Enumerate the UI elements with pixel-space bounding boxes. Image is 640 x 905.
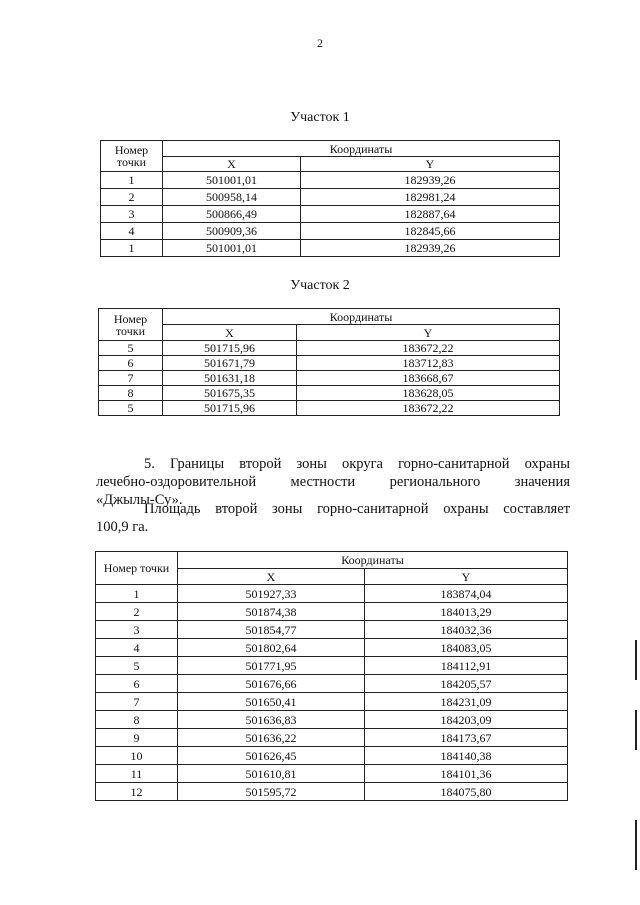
y-value: 184013,29 — [365, 603, 568, 621]
table-row — [96, 765, 568, 783]
page-number: 2 — [317, 36, 323, 50]
x-value: 501636,83 — [178, 711, 365, 729]
x-value: 500866,49 — [163, 206, 301, 223]
header-y: Y — [301, 157, 560, 172]
table-row — [96, 747, 568, 765]
y-value: 182887,64 — [301, 206, 560, 223]
header-y: Y — [365, 569, 568, 585]
y-value: 184205,57 — [365, 675, 568, 693]
point-number: 6 — [99, 356, 163, 371]
y-value: 184203,09 — [365, 711, 568, 729]
area-paragraph — [96, 500, 570, 536]
scan-artifact — [635, 820, 637, 870]
x-value: 501626,45 — [178, 747, 365, 765]
table-row — [96, 657, 568, 675]
x-value: 500958,14 — [163, 189, 301, 206]
x-value: 501001,01 — [163, 240, 301, 257]
table-row — [96, 603, 568, 621]
coordinates-table-1 — [100, 140, 560, 257]
area-line-1: Площадь второй зоны горно-санитарной охраны составляет — [144, 501, 570, 517]
x-value: 501631,18 — [163, 371, 297, 386]
y-value: 184075,80 — [365, 783, 568, 801]
x-value: 501715,96 — [163, 341, 297, 356]
y-value: 184140,38 — [365, 747, 568, 765]
point-number: 6 — [96, 675, 178, 693]
table-row — [96, 585, 568, 603]
header-y: Y — [297, 325, 560, 341]
y-value: 182845,66 — [301, 223, 560, 240]
x-value: 501802,64 — [178, 639, 365, 657]
y-value: 184032,36 — [365, 621, 568, 639]
table-row — [99, 341, 560, 356]
y-value: 184112,91 — [365, 657, 568, 675]
table-row — [96, 783, 568, 801]
x-value: 501771,95 — [178, 657, 365, 675]
y-value: 184231,09 — [365, 693, 568, 711]
y-value: 182981,24 — [301, 189, 560, 206]
point-number: 4 — [96, 639, 178, 657]
table-row — [101, 206, 560, 223]
point-number: 5 — [96, 657, 178, 675]
x-value: 501671,79 — [163, 356, 297, 371]
header-point: Номер точки — [101, 141, 163, 172]
table-row — [101, 223, 560, 240]
scan-artifact — [635, 640, 637, 680]
table-row — [96, 621, 568, 639]
point-number: 12 — [96, 783, 178, 801]
point-number: 5 — [99, 341, 163, 356]
point-number: 3 — [96, 621, 178, 639]
coordinates-table-2 — [98, 308, 560, 416]
y-value: 184083,05 — [365, 639, 568, 657]
table-row — [99, 401, 560, 416]
table-row — [99, 356, 560, 371]
header-point: Номер точки — [96, 552, 178, 585]
y-value: 182939,26 — [301, 240, 560, 257]
x-value: 501595,72 — [178, 783, 365, 801]
table-row — [96, 675, 568, 693]
x-value: 501854,77 — [178, 621, 365, 639]
paragraph-5-line-1: 5. Границы второй зоны округа горно-санитарной охраны — [144, 456, 570, 472]
y-value: 182939,26 — [301, 172, 560, 189]
y-value: 183672,22 — [297, 341, 560, 356]
x-value: 501874,38 — [178, 603, 365, 621]
area-line-2: 100,9 га. — [96, 519, 149, 535]
section-2-title: Участок 2 — [290, 278, 350, 293]
point-number: 11 — [96, 765, 178, 783]
table-row — [96, 693, 568, 711]
x-value: 501610,81 — [178, 765, 365, 783]
header-point: Номер точки — [99, 309, 163, 341]
scan-artifact — [635, 710, 637, 750]
header-x: X — [163, 157, 301, 172]
point-number: 2 — [101, 189, 163, 206]
table-row — [96, 711, 568, 729]
y-value: 183712,83 — [297, 356, 560, 371]
y-value: 184173,67 — [365, 729, 568, 747]
point-number: 4 — [101, 223, 163, 240]
header-x: X — [163, 325, 297, 341]
table-row — [101, 189, 560, 206]
section-1-title: Участок 1 — [290, 110, 350, 125]
point-number: 3 — [101, 206, 163, 223]
x-value: 500909,36 — [163, 223, 301, 240]
point-number: 5 — [99, 401, 163, 416]
y-value: 183874,04 — [365, 585, 568, 603]
table-row — [96, 639, 568, 657]
y-value: 183672,22 — [297, 401, 560, 416]
header-coordinates: Координаты — [163, 309, 560, 325]
point-number: 1 — [96, 585, 178, 603]
x-value: 501715,96 — [163, 401, 297, 416]
y-value: 184101,36 — [365, 765, 568, 783]
point-number: 1 — [101, 172, 163, 189]
y-value: 183668,67 — [297, 371, 560, 386]
table-row — [101, 240, 560, 257]
x-value: 501636,22 — [178, 729, 365, 747]
table-row — [96, 729, 568, 747]
paragraph-5-line-2: лечебно-оздоровительной местности регионального значения — [96, 474, 570, 490]
paragraph-5-line-3: «Джылы-Су». — [96, 492, 183, 508]
point-number: 10 — [96, 747, 178, 765]
x-value: 501676,66 — [178, 675, 365, 693]
x-value: 501650,41 — [178, 693, 365, 711]
table-row — [99, 386, 560, 401]
x-value: 501001,01 — [163, 172, 301, 189]
header-x: X — [178, 569, 365, 585]
point-number: 1 — [101, 240, 163, 257]
header-coordinates: Координаты — [163, 141, 560, 157]
table-row — [99, 371, 560, 386]
point-number: 9 — [96, 729, 178, 747]
point-number: 8 — [96, 711, 178, 729]
y-value: 183628,05 — [297, 386, 560, 401]
point-number: 8 — [99, 386, 163, 401]
table-row — [101, 172, 560, 189]
x-value: 501675,35 — [163, 386, 297, 401]
header-coordinates: Координаты — [178, 552, 568, 569]
point-number: 2 — [96, 603, 178, 621]
coordinates-table-3 — [95, 551, 568, 801]
point-number: 7 — [99, 371, 163, 386]
x-value: 501927,33 — [178, 585, 365, 603]
point-number: 7 — [96, 693, 178, 711]
